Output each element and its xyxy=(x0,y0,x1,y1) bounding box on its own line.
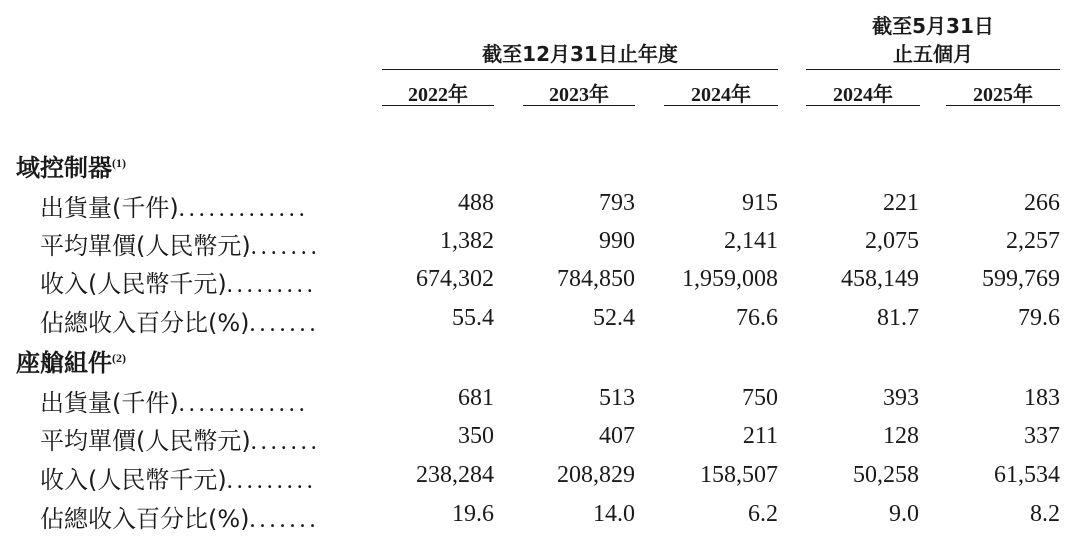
table-cell: 79.6 xyxy=(1018,305,1060,331)
group-header-fiscal-year: 截至12月31日止年度 xyxy=(482,42,678,66)
table-cell: 9.0 xyxy=(889,501,919,527)
table-cell: 407 xyxy=(599,423,635,449)
table-cell: 211 xyxy=(742,423,778,449)
table-cell: 350 xyxy=(458,423,494,449)
table-cell: 784,850 xyxy=(557,266,635,292)
table-cell: 6.2 xyxy=(748,501,778,527)
table-cell: 128 xyxy=(883,423,919,449)
year-header-rule-2025-five-months xyxy=(946,105,1060,106)
table-cell: 488 xyxy=(458,190,494,216)
year-header-2022: 2022年 xyxy=(408,84,468,106)
group-header-five-months-rule xyxy=(806,69,1060,70)
table-cell: 793 xyxy=(599,190,635,216)
table-cell: 208,829 xyxy=(557,462,635,488)
table-cell: 674,302 xyxy=(416,266,494,292)
table-cell: 599,769 xyxy=(982,266,1060,292)
section-title-domain-controller: 域控制器$^{(1)}$ xyxy=(16,154,126,182)
table-cell: 183 xyxy=(1024,385,1060,411)
section-title-cockpit-components: 座艙組件$^{(2)}$ xyxy=(16,349,126,377)
table-cell: 2,075 xyxy=(865,228,919,254)
year-header-rule-2024 xyxy=(664,105,778,106)
table-cell: 681 xyxy=(458,385,494,411)
table-cell: 915 xyxy=(742,190,778,216)
table-cell: 1,382 xyxy=(440,228,494,254)
year-header-rule-2022 xyxy=(382,105,494,106)
table-cell: 76.6 xyxy=(736,305,778,331)
row-label: 收入(人民幣千元)......... xyxy=(40,270,317,298)
table-cell: 52.4 xyxy=(593,305,635,331)
year-header-2025-five-months: 2025年 xyxy=(973,84,1033,106)
table-cell: 513 xyxy=(599,385,635,411)
row-label: 佔總收入百分比(%)....... xyxy=(40,309,320,337)
table-cell: 61,534 xyxy=(994,462,1060,488)
table-cell: 55.4 xyxy=(452,305,494,331)
table-cell: 221 xyxy=(883,190,919,216)
table-cell: 50,258 xyxy=(853,462,919,488)
group-header-five-months-line2: 止五個月 xyxy=(893,42,973,66)
table-cell: 81.7 xyxy=(877,305,919,331)
table-cell: 750 xyxy=(742,385,778,411)
table-cell: 2,257 xyxy=(1006,228,1060,254)
year-header-2023: 2023年 xyxy=(549,84,609,106)
table-cell: 19.6 xyxy=(452,501,494,527)
year-header-2024-five-months: 2024年 xyxy=(833,84,893,106)
row-label: 出貨量(千件)............. xyxy=(40,194,309,222)
table-cell: 2,141 xyxy=(724,228,778,254)
row-label: 平均單價(人民幣元)....... xyxy=(40,232,321,260)
table-cell: 238,284 xyxy=(416,462,494,488)
row-label: 收入(人民幣千元)......... xyxy=(40,466,317,494)
table-cell: 990 xyxy=(599,228,635,254)
table-cell: 266 xyxy=(1024,190,1060,216)
table-cell: 8.2 xyxy=(1030,501,1060,527)
table-cell: 393 xyxy=(883,385,919,411)
group-header-five-months-line1: 截至5月31日 xyxy=(872,14,994,38)
year-header-rule-2024-five-months xyxy=(806,105,920,106)
table-cell: 158,507 xyxy=(700,462,778,488)
table-cell: 1,959,008 xyxy=(682,266,778,292)
row-label: 平均單價(人民幣元)....... xyxy=(40,427,321,455)
year-header-2024: 2024年 xyxy=(691,84,751,106)
table-cell: 337 xyxy=(1024,423,1060,449)
year-header-rule-2023 xyxy=(523,105,635,106)
row-label: 佔總收入百分比(%)....... xyxy=(40,505,320,533)
table-cell: 458,149 xyxy=(841,266,919,292)
group-header-fiscal-year-rule xyxy=(382,69,778,70)
row-label: 出貨量(千件)............. xyxy=(40,389,309,417)
table-cell: 14.0 xyxy=(593,501,635,527)
